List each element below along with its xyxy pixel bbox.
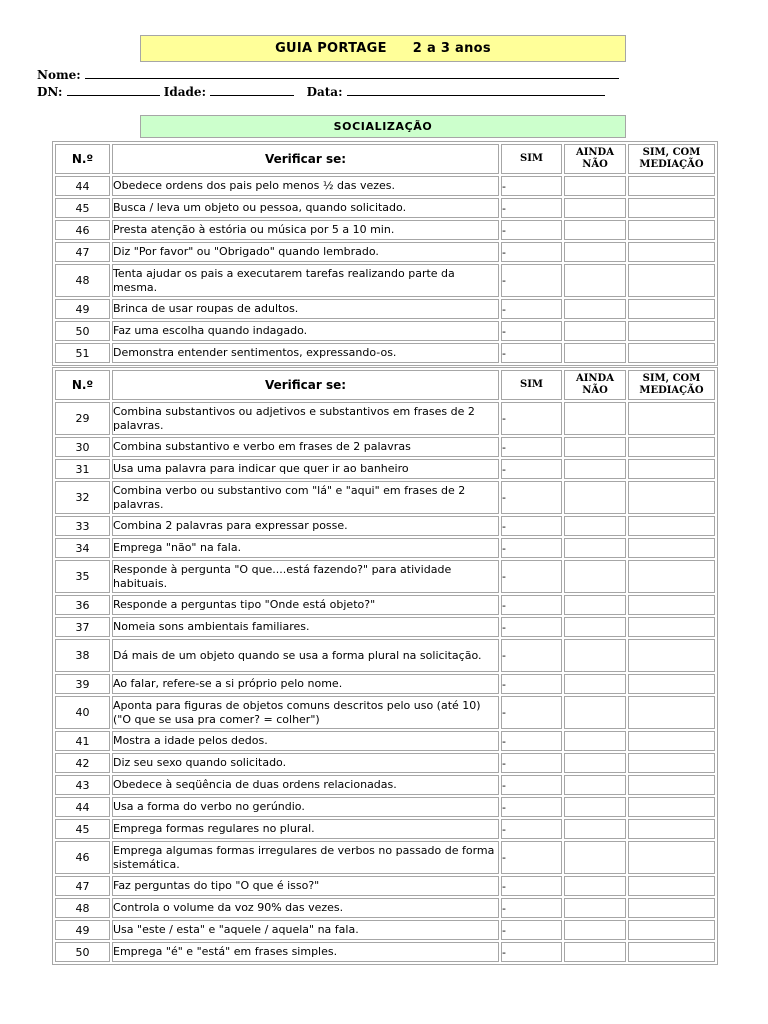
table-row [55, 402, 715, 435]
not-yet-cell[interactable] [564, 176, 626, 196]
item-description: Nomeia sons ambientais familiares. [112, 617, 499, 637]
table-row [55, 639, 715, 672]
not-yet-cell[interactable] [564, 321, 626, 341]
yes-cell[interactable]: - [501, 674, 562, 694]
table-row [55, 516, 715, 536]
item-number: 49 [55, 920, 110, 940]
not-yet-cell[interactable] [564, 242, 626, 262]
col-header-check: Verificar se: [112, 370, 499, 400]
item-description: Responde à pergunta "O que....está fazendo?" para atividade habituais. [112, 560, 499, 593]
not-yet-cell[interactable] [564, 343, 626, 363]
item-number: 49 [55, 299, 110, 319]
item-number: 43 [55, 775, 110, 795]
item-number: 30 [55, 437, 110, 457]
not-yet-cell[interactable] [564, 402, 626, 435]
col-header-not-yet: AINDA NÃO [564, 370, 626, 400]
with-mediation-cell[interactable] [628, 437, 715, 457]
not-yet-cell[interactable] [564, 264, 626, 297]
not-yet-cell[interactable] [564, 876, 626, 896]
name-label: Nome: [37, 68, 81, 82]
not-yet-cell[interactable] [564, 731, 626, 751]
item-description: Emprega "é" e "está" em frases simples. [112, 942, 499, 962]
item-number: 34 [55, 538, 110, 558]
table-row [55, 242, 715, 262]
not-yet-cell[interactable] [564, 797, 626, 817]
item-number: 35 [55, 560, 110, 593]
col-header-with-mediation: SIM, COM MEDIAÇÃO [628, 144, 715, 174]
with-mediation-cell[interactable] [628, 674, 715, 694]
yes-cell[interactable]: - [501, 343, 562, 363]
table-row [55, 343, 715, 363]
age-field[interactable] [210, 83, 294, 96]
yes-cell[interactable]: - [501, 560, 562, 593]
item-number: 45 [55, 198, 110, 218]
not-yet-cell[interactable] [564, 437, 626, 457]
item-description: Dá mais de um objeto quando se usa a forma plural na solicitação. [112, 639, 499, 672]
item-number: 41 [55, 731, 110, 751]
item-description: Combina substantivos ou adjetivos e substantivos em frases de 2 palavras. [112, 402, 499, 435]
table-row [55, 481, 715, 514]
item-number: 40 [55, 696, 110, 729]
with-mediation-cell[interactable] [628, 198, 715, 218]
yes-cell[interactable]: - [501, 459, 562, 479]
not-yet-cell[interactable] [564, 898, 626, 918]
item-description: Diz "Por favor" ou "Obrigado" quando lembrado. [112, 242, 499, 262]
table-row [55, 696, 715, 729]
table-row [55, 176, 715, 196]
not-yet-cell[interactable] [564, 942, 626, 962]
item-number: 44 [55, 797, 110, 817]
item-description: Tenta ajudar os pais a executarem tarefas realizando parte da mesma. [112, 264, 499, 297]
item-description: Busca / leva um objeto ou pessoa, quando solicitado. [112, 198, 499, 218]
with-mediation-cell[interactable] [628, 321, 715, 341]
item-number: 31 [55, 459, 110, 479]
item-number: 44 [55, 176, 110, 196]
not-yet-cell[interactable] [564, 299, 626, 319]
with-mediation-cell[interactable] [628, 942, 715, 962]
date-field[interactable] [347, 83, 605, 96]
title-text: GUIA PORTAGE [275, 41, 387, 56]
table-row [55, 753, 715, 773]
yes-cell[interactable]: - [501, 920, 562, 940]
table-row [55, 775, 715, 795]
item-number: 50 [55, 321, 110, 341]
name-line [37, 66, 619, 82]
not-yet-cell[interactable] [564, 538, 626, 558]
with-mediation-cell[interactable] [628, 595, 715, 615]
col-header-with-mediation: SIM, COM MEDIAÇÃO [628, 370, 715, 400]
table-row [55, 731, 715, 751]
with-mediation-cell[interactable] [628, 696, 715, 729]
not-yet-cell[interactable] [564, 595, 626, 615]
dn-field[interactable] [67, 83, 160, 96]
item-description: Emprega algumas formas irregulares de verbos no passado de forma sistemática. [112, 841, 499, 874]
with-mediation-cell[interactable] [628, 876, 715, 896]
yes-cell[interactable]: - [501, 176, 562, 196]
item-number: 51 [55, 343, 110, 363]
item-description: Presta atenção à estória ou música por 5 a 10 min. [112, 220, 499, 240]
with-mediation-cell[interactable] [628, 343, 715, 363]
item-number: 50 [55, 942, 110, 962]
with-mediation-cell[interactable] [628, 797, 715, 817]
yes-cell[interactable]: - [501, 198, 562, 218]
item-description: Usa a forma do verbo no gerúndio. [112, 797, 499, 817]
with-mediation-cell[interactable] [628, 459, 715, 479]
item-number: 39 [55, 674, 110, 694]
item-description: Controla o volume da voz 90% das vezes. [112, 898, 499, 918]
with-mediation-cell[interactable] [628, 242, 715, 262]
yes-cell[interactable]: - [501, 437, 562, 457]
table-row [55, 437, 715, 457]
table-row [55, 459, 715, 479]
item-description: Ao falar, refere-se a si próprio pelo nome. [112, 674, 499, 694]
yes-cell[interactable]: - [501, 264, 562, 297]
table-row [55, 220, 715, 240]
not-yet-cell[interactable] [564, 617, 626, 637]
not-yet-cell[interactable] [564, 560, 626, 593]
item-description: Obedece à seqüência de duas ordens relacionadas. [112, 775, 499, 795]
item-description: Faz perguntas do tipo "O que é isso?" [112, 876, 499, 896]
col-header-num: N.º [55, 144, 110, 174]
section-title-text: SOCIALIZAÇÃO [333, 120, 433, 133]
table-row [55, 560, 715, 593]
not-yet-cell[interactable] [564, 753, 626, 773]
with-mediation-cell[interactable] [628, 402, 715, 435]
item-number: 36 [55, 595, 110, 615]
with-mediation-cell[interactable] [628, 220, 715, 240]
yes-cell[interactable]: - [501, 841, 562, 874]
item-description: Mostra a idade pelos dedos. [112, 731, 499, 751]
item-number: 48 [55, 898, 110, 918]
yes-cell[interactable]: - [501, 898, 562, 918]
yes-cell[interactable]: - [501, 753, 562, 773]
document-title [140, 35, 626, 62]
item-description: Combina 2 palavras para expressar posse. [112, 516, 499, 536]
col-header-not-yet: AINDA NÃO [564, 144, 626, 174]
item-number: 47 [55, 242, 110, 262]
yes-cell[interactable]: - [501, 321, 562, 341]
age-label: Idade: [163, 85, 206, 99]
item-number: 45 [55, 819, 110, 839]
item-description: Responde a perguntas tipo "Onde está objeto?" [112, 595, 499, 615]
table-row [55, 321, 715, 341]
table-row [55, 264, 715, 297]
table-row [55, 797, 715, 817]
with-mediation-cell[interactable] [628, 920, 715, 940]
yes-cell[interactable]: - [501, 819, 562, 839]
with-mediation-cell[interactable] [628, 264, 715, 297]
item-description: Combina verbo ou substantivo com "lá" e "aqui" em frases de 2 palavras. [112, 481, 499, 514]
item-number: 47 [55, 876, 110, 896]
item-number: 38 [55, 639, 110, 672]
item-description: Obedece ordens dos pais pelo menos ½ das vezes. [112, 176, 499, 196]
item-description: Brinca de usar roupas de adultos. [112, 299, 499, 319]
item-number: 46 [55, 220, 110, 240]
not-yet-cell[interactable] [564, 459, 626, 479]
with-mediation-cell[interactable] [628, 731, 715, 751]
with-mediation-cell[interactable] [628, 481, 715, 514]
dn-label: DN: [37, 85, 63, 99]
item-number: 29 [55, 402, 110, 435]
item-description: Combina substantivo e verbo em frases de 2 palavras [112, 437, 499, 457]
not-yet-cell[interactable] [564, 920, 626, 940]
yes-cell[interactable]: - [501, 220, 562, 240]
yes-cell[interactable]: - [501, 299, 562, 319]
table-row [55, 841, 715, 874]
checklist-table-2 [52, 367, 718, 965]
yes-cell[interactable]: - [501, 242, 562, 262]
with-mediation-cell[interactable] [628, 617, 715, 637]
item-description: Demonstra entender sentimentos, expressando-os. [112, 343, 499, 363]
not-yet-cell[interactable] [564, 819, 626, 839]
not-yet-cell[interactable] [564, 198, 626, 218]
not-yet-cell[interactable] [564, 674, 626, 694]
table-row [55, 898, 715, 918]
not-yet-cell[interactable] [564, 220, 626, 240]
with-mediation-cell[interactable] [628, 639, 715, 672]
section-title [140, 115, 626, 138]
not-yet-cell[interactable] [564, 639, 626, 672]
yes-cell[interactable]: - [501, 639, 562, 672]
item-description: Usa uma palavra para indicar que quer ir ao banheiro [112, 459, 499, 479]
item-number: 37 [55, 617, 110, 637]
col-header-yes: SIM [501, 370, 562, 400]
checklist-table-1 [52, 141, 718, 366]
item-description: Usa "este / esta" e "aquele / aquela" na fala. [112, 920, 499, 940]
dn-line [37, 83, 605, 99]
col-header-num: N.º [55, 370, 110, 400]
item-number: 42 [55, 753, 110, 773]
table-row [55, 538, 715, 558]
date-label: Data: [306, 85, 343, 99]
table-row [55, 198, 715, 218]
table-row [55, 299, 715, 319]
yes-cell[interactable]: - [501, 797, 562, 817]
item-description: Faz uma escolha quando indagado. [112, 321, 499, 341]
with-mediation-cell[interactable] [628, 560, 715, 593]
table-row [55, 674, 715, 694]
item-number: 46 [55, 841, 110, 874]
yes-cell[interactable]: - [501, 731, 562, 751]
item-description: Emprega formas regulares no plural. [112, 819, 499, 839]
yes-cell[interactable]: - [501, 696, 562, 729]
item-description: Diz seu sexo quando solicitado. [112, 753, 499, 773]
yes-cell[interactable]: - [501, 942, 562, 962]
age-range: 2 a 3 anos [412, 41, 491, 56]
yes-cell[interactable]: - [501, 516, 562, 536]
item-number: 33 [55, 516, 110, 536]
table-row [55, 595, 715, 615]
yes-cell[interactable]: - [501, 481, 562, 514]
table-row [55, 617, 715, 637]
not-yet-cell[interactable] [564, 696, 626, 729]
not-yet-cell[interactable] [564, 775, 626, 795]
with-mediation-cell[interactable] [628, 898, 715, 918]
with-mediation-cell[interactable] [628, 841, 715, 874]
with-mediation-cell[interactable] [628, 299, 715, 319]
yes-cell[interactable]: - [501, 402, 562, 435]
with-mediation-cell[interactable] [628, 516, 715, 536]
with-mediation-cell[interactable] [628, 819, 715, 839]
table-row [55, 942, 715, 962]
col-header-yes: SIM [501, 144, 562, 174]
table-row [55, 876, 715, 896]
item-description: Emprega "não" na fala. [112, 538, 499, 558]
yes-cell[interactable]: - [501, 595, 562, 615]
not-yet-cell[interactable] [564, 516, 626, 536]
item-number: 32 [55, 481, 110, 514]
yes-cell[interactable]: - [501, 538, 562, 558]
not-yet-cell[interactable] [564, 481, 626, 514]
table-row [55, 819, 715, 839]
with-mediation-cell[interactable] [628, 775, 715, 795]
col-header-check: Verificar se: [112, 144, 499, 174]
name-field[interactable] [85, 66, 619, 79]
not-yet-cell[interactable] [564, 841, 626, 874]
yes-cell[interactable]: - [501, 617, 562, 637]
with-mediation-cell[interactable] [628, 753, 715, 773]
yes-cell[interactable]: - [501, 775, 562, 795]
with-mediation-cell[interactable] [628, 176, 715, 196]
table-row [55, 920, 715, 940]
item-description: Aponta para figuras de objetos comuns descritos pelo uso (até 10) ("O que se usa pra comer? = colher") [112, 696, 499, 729]
with-mediation-cell[interactable] [628, 538, 715, 558]
yes-cell[interactable]: - [501, 876, 562, 896]
item-number: 48 [55, 264, 110, 297]
